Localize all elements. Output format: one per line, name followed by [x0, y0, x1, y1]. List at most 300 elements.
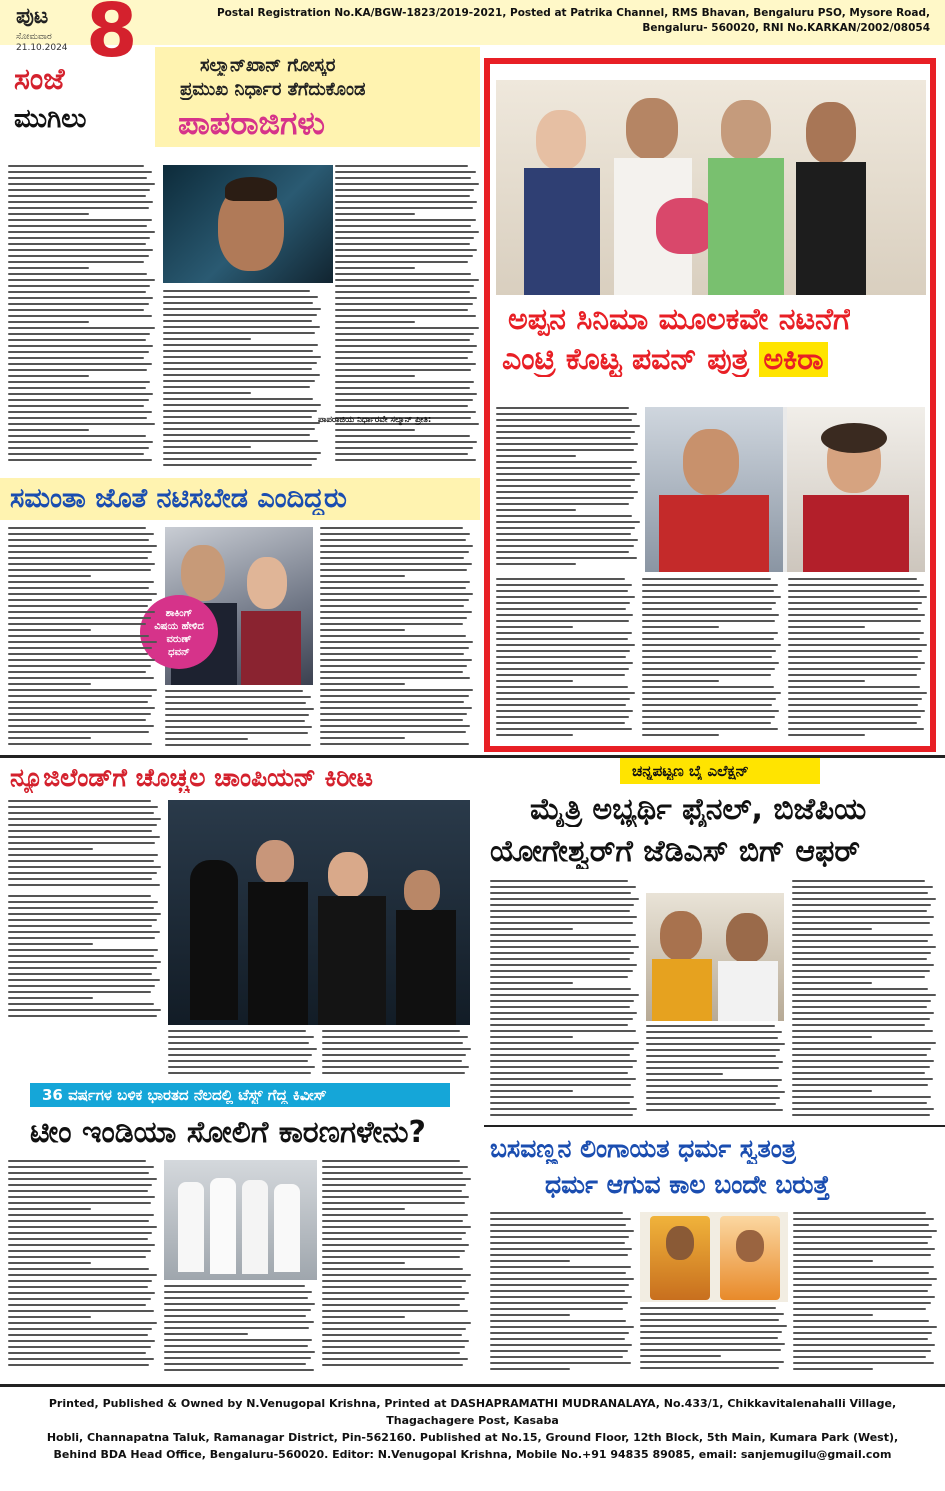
samantha-badge-line-1: ಶಾಕಿಂಗ್: [165, 608, 193, 619]
text-line: [490, 886, 636, 888]
text-line: [8, 165, 144, 167]
text-line: [788, 722, 917, 724]
text-line: [8, 818, 161, 820]
text-line: [320, 743, 469, 745]
text-line: [8, 261, 144, 263]
text-line: [496, 527, 635, 529]
text-line: [8, 1190, 148, 1192]
text-line: [490, 958, 630, 960]
text-line: [8, 593, 157, 595]
text-line: [496, 710, 633, 712]
text-line: [788, 698, 922, 700]
text-line: [788, 632, 924, 634]
bypoll-headline-1: ಮೈತ್ರಿ ಅಭ್ಯರ್ಥಿ ಫೈನಲ್, ಬಿಜೆಪಿಯ: [530, 792, 867, 827]
text-line: [490, 946, 639, 948]
text-line: [793, 1248, 935, 1250]
text-line: [640, 1361, 784, 1363]
akira-col-4: [788, 578, 928, 743]
text-line: [8, 599, 152, 601]
text-line: [8, 387, 146, 389]
footer-divider: [0, 1384, 945, 1387]
text-line: [164, 1333, 248, 1335]
text-line: [792, 964, 934, 966]
text-line: [646, 1043, 785, 1045]
text-line: [335, 387, 470, 389]
text-line: [640, 1331, 782, 1333]
text-line: [490, 988, 631, 990]
text-line: [320, 647, 469, 649]
text-line: [8, 249, 153, 251]
text-line: [788, 656, 918, 658]
text-line: [642, 680, 719, 682]
text-line: [496, 443, 638, 445]
text-line: [163, 368, 312, 370]
text-line: [335, 165, 468, 167]
text-line: [320, 635, 466, 637]
text-line: [8, 171, 152, 173]
text-line: [490, 1036, 573, 1038]
text-line: [322, 1304, 460, 1306]
text-line: [322, 1196, 469, 1198]
text-line: [335, 207, 473, 209]
text-line: [792, 934, 933, 936]
text-line: [646, 1067, 779, 1069]
text-line: [490, 1368, 570, 1370]
text-line: [8, 237, 150, 239]
text-line: [335, 399, 473, 401]
text-line: [496, 614, 633, 616]
text-line: [8, 1268, 149, 1270]
text-line: [793, 1332, 932, 1334]
text-line: [490, 1260, 570, 1262]
basavanna-photo: [640, 1212, 788, 1302]
text-line: [8, 1316, 91, 1318]
text-line: [322, 1262, 405, 1264]
text-line: [8, 743, 152, 745]
text-line: [322, 1172, 463, 1174]
text-line: [642, 692, 781, 694]
text-line: [8, 1250, 151, 1252]
text-line: [322, 1030, 460, 1032]
text-line: [490, 1096, 634, 1098]
text-line: [8, 1340, 155, 1342]
text-line: [8, 435, 146, 437]
text-line: [335, 363, 476, 365]
text-line: [163, 308, 321, 310]
samantha-headline-red: ಸಮಂತಾ: [10, 483, 86, 514]
text-line: [490, 952, 634, 954]
text-line: [163, 296, 318, 298]
text-line: [164, 1357, 311, 1359]
text-line: [320, 659, 472, 661]
text-line: [646, 1079, 782, 1081]
footer-line-1: Printed, Published & Owned by N.Venugopal Krishna, Printed at DASHAPRAMATHI MUDRANALAYA, No.433/1, Chikkavitalenahalli Village, Thagachagere Post, Kasaba: [48, 1397, 897, 1428]
text-line: [8, 931, 160, 933]
text-line: [8, 177, 147, 179]
text-line: [642, 650, 776, 652]
text-line: [490, 1272, 626, 1274]
text-line: [164, 1315, 306, 1317]
text-line: [322, 1340, 469, 1342]
text-line: [642, 578, 771, 580]
text-line: [8, 907, 154, 909]
text-line: [490, 1018, 633, 1020]
text-line: [792, 922, 930, 924]
text-line: [322, 1244, 469, 1246]
text-line: [642, 728, 778, 730]
text-line: [793, 1284, 932, 1286]
text-line: [792, 898, 936, 900]
text-line: [8, 417, 147, 419]
text-line: [793, 1290, 928, 1292]
text-line: [320, 641, 473, 643]
text-line: [322, 1334, 462, 1336]
text-line: [788, 734, 865, 736]
text-line: [490, 1224, 626, 1226]
text-line: [793, 1308, 926, 1310]
text-line: [490, 1314, 570, 1316]
basavanna-col-3: [793, 1212, 938, 1377]
text-line: [792, 1102, 927, 1104]
text-line: [490, 928, 573, 930]
text-line: [490, 1338, 625, 1340]
text-line: [8, 1352, 146, 1354]
text-line: [335, 285, 474, 287]
text-line: [793, 1302, 931, 1304]
samantha-headline-rest: ಜೊತೆ ನಟಿಸಬೇಡ ಎಂದಿದ್ದರು: [85, 483, 347, 514]
nz-col-1: [8, 895, 163, 1025]
text-line: [335, 405, 468, 407]
text-line: [496, 620, 629, 622]
akira-headline-1: ಅಪ್ಪನ ಸಿನಿಮಾ ಮೂಲಕವೇ ನಟನೆಗೆ: [508, 302, 851, 337]
text-line: [165, 702, 306, 704]
text-line: [335, 273, 471, 275]
text-line: [8, 303, 149, 305]
text-line: [642, 632, 778, 634]
text-line: [496, 668, 629, 670]
text-line: [8, 1364, 149, 1366]
text-line: [164, 1303, 315, 1305]
text-line: [496, 728, 632, 730]
akira-headline-2-text: ಎಂಟ್ರಿ ಕೊಟ್ಟ ಪವನ್ ಪುತ್ರ: [502, 342, 749, 377]
text-line: [490, 922, 633, 924]
text-line: [8, 1244, 155, 1246]
text-line: [163, 290, 310, 292]
text-line: [496, 656, 626, 658]
salman-col-2: [163, 290, 323, 470]
text-line: [496, 686, 628, 688]
footer-line-2: Hobli, Channapatna Taluk, Ramanagar District, Pin-562160. Published at No.15, Ground Floor, 12th Block, 5th Main, Kumara Park (West),: [46, 1431, 899, 1445]
text-line: [322, 1316, 405, 1318]
text-line: [8, 925, 152, 927]
text-line: [496, 521, 640, 523]
text-line: [490, 1108, 637, 1110]
text-line: [163, 356, 321, 358]
text-line: [165, 714, 309, 716]
text-line: [496, 473, 640, 475]
text-line: [490, 892, 631, 894]
text-line: [8, 623, 146, 625]
text-line: [8, 363, 152, 365]
text-line: [8, 719, 146, 721]
text-line: [335, 453, 468, 455]
text-line: [642, 602, 776, 604]
text-line: [335, 327, 479, 329]
text-line: [646, 1025, 775, 1027]
text-line: [335, 303, 473, 305]
text-line: [8, 423, 155, 425]
text-line: [788, 614, 925, 616]
text-line: [320, 653, 464, 655]
text-line: [496, 467, 632, 469]
text-line: [335, 291, 470, 293]
text-line: [490, 1114, 633, 1116]
text-line: [8, 1226, 157, 1228]
akira-top-photo: [496, 80, 926, 295]
text-line: [322, 1268, 463, 1270]
text-line: [792, 1030, 933, 1032]
text-line: [163, 320, 312, 322]
text-line: [8, 231, 155, 233]
text-line: [322, 1048, 471, 1050]
text-line: [8, 991, 151, 993]
text-line: [163, 410, 317, 412]
text-line: [642, 584, 778, 586]
text-line: [490, 940, 631, 942]
text-line: [320, 731, 466, 733]
text-line: [646, 1097, 780, 1099]
text-line: [322, 1292, 469, 1294]
text-line: [490, 1248, 632, 1250]
text-line: [490, 1066, 633, 1068]
text-line: [8, 806, 158, 808]
text-line: [646, 1085, 778, 1087]
page-weekday: ಸೋಮವಾರ: [16, 32, 52, 42]
text-line: [8, 854, 158, 856]
text-line: [322, 1208, 405, 1210]
text-line: [793, 1266, 934, 1268]
text-line: [322, 1298, 465, 1300]
text-line: [168, 1066, 315, 1068]
text-line: [496, 545, 634, 547]
text-line: [490, 916, 637, 918]
text-line: [642, 614, 779, 616]
text-line: [792, 892, 928, 894]
text-line: [320, 611, 472, 613]
text-line: [8, 351, 149, 353]
text-line: [496, 503, 629, 505]
text-line: [163, 362, 317, 364]
text-line: [646, 1061, 783, 1063]
text-line: [490, 1362, 631, 1364]
text-line: [322, 1352, 460, 1354]
text-line: [8, 195, 146, 197]
text-line: [788, 626, 865, 628]
india-col-2b: [164, 1285, 317, 1375]
text-line: [164, 1339, 312, 1341]
text-line: [8, 273, 147, 275]
text-line: [335, 219, 476, 221]
text-line: [496, 461, 637, 463]
text-line: [8, 569, 151, 571]
text-line: [165, 732, 308, 734]
text-line: [646, 1037, 778, 1039]
india-banner-text: 36 ವರ್ಷಗಳ ಬಳಿಕ ಭಾರತದ ನೆಲದಲ್ಲಿ ಟೆಸ್ಟ್ ಗೆದ್ದ ಕಿವೀಸ್: [42, 1086, 327, 1104]
text-line: [320, 593, 473, 595]
text-line: [490, 1078, 636, 1080]
text-line: [165, 720, 305, 722]
text-line: [320, 671, 463, 673]
text-line: [490, 1254, 628, 1256]
text-line: [792, 1048, 931, 1050]
text-line: [320, 557, 464, 559]
text-line: [163, 464, 312, 466]
brand-mugilu: ಮುಗಿಲು: [14, 104, 87, 134]
bypoll-tag-text: ಚನ್ನಪಟ್ಟಣ ಬೈ ಎಲೆಕ್ಷನ್: [632, 762, 749, 780]
text-line: [320, 551, 469, 553]
samantha-headline: [10, 483, 347, 515]
text-line: [322, 1214, 468, 1216]
text-line: [496, 638, 628, 640]
text-line: [8, 1214, 154, 1216]
text-line: [163, 398, 313, 400]
text-line: [490, 1054, 630, 1056]
text-line: [8, 581, 154, 583]
text-line: [490, 976, 628, 978]
text-line: [165, 708, 314, 710]
text-line: [163, 326, 320, 328]
text-line: [793, 1224, 929, 1226]
text-line: [8, 1238, 148, 1240]
text-line: [490, 1320, 626, 1322]
basavanna-headline-1: ಬಸವಣ್ಣನ ಲಿಂಗಾಯತ ಧರ್ಮ ಸ್ವತಂತ್ರ: [490, 1134, 797, 1163]
text-line: [320, 539, 466, 541]
text-line: [496, 590, 628, 592]
salman-photo: [163, 165, 333, 283]
text-line: [8, 339, 146, 341]
salman-kicker-1: ಸಲ್ಮಾನ್‌ಖಾನ್ ಗೋಸ್ಕರ: [200, 55, 336, 76]
text-line: [335, 375, 415, 377]
text-line: [490, 1236, 629, 1238]
text-line: [320, 701, 464, 703]
text-line: [335, 249, 477, 251]
text-line: [792, 1066, 930, 1068]
text-line: [496, 485, 631, 487]
text-line: [8, 327, 155, 329]
text-line: [792, 1036, 872, 1038]
text-line: [163, 404, 321, 406]
text-line: [640, 1325, 787, 1327]
text-line: [8, 901, 158, 903]
text-line: [490, 970, 633, 972]
text-line: [490, 994, 639, 996]
text-line: [8, 605, 148, 607]
text-line: [320, 713, 467, 715]
text-line: [792, 970, 930, 972]
text-line: [335, 267, 415, 269]
text-line: [793, 1278, 937, 1280]
text-line: [490, 910, 630, 912]
text-line: [164, 1291, 312, 1293]
text-line: [788, 674, 917, 676]
text-line: [793, 1242, 928, 1244]
text-line: [163, 422, 320, 424]
text-line: [168, 1042, 309, 1044]
text-line: [168, 1072, 311, 1074]
text-line: [496, 425, 640, 427]
text-line: [642, 704, 772, 706]
text-line: [320, 665, 467, 667]
text-line: [163, 392, 251, 394]
text-line: [335, 261, 468, 263]
text-line: [320, 569, 467, 571]
text-line: [490, 1024, 628, 1026]
text-line: [793, 1320, 929, 1322]
text-line: [8, 961, 161, 963]
text-line: [646, 1055, 776, 1057]
text-line: [8, 1328, 152, 1330]
text-line: [642, 608, 772, 610]
page-date: 21.10.2024: [16, 43, 68, 53]
text-line: [792, 886, 933, 888]
text-line: [8, 701, 148, 703]
text-line: [490, 1060, 637, 1062]
india-col-1: [8, 1160, 158, 1375]
text-line: [335, 279, 479, 281]
text-line: [335, 459, 476, 461]
text-line: [788, 692, 927, 694]
text-line: [642, 668, 775, 670]
text-line: [163, 458, 317, 460]
text-line: [322, 1054, 466, 1056]
page-label-puta: ಪುಟ: [16, 4, 49, 29]
text-line: [8, 725, 154, 727]
text-line: [8, 219, 152, 221]
text-line: [163, 428, 315, 430]
text-line: [322, 1232, 466, 1234]
text-line: [8, 551, 152, 553]
text-line: [8, 375, 89, 377]
text-line: [792, 946, 936, 948]
text-line: [335, 243, 470, 245]
text-line: [335, 357, 468, 359]
text-line: [8, 1220, 149, 1222]
text-line: [8, 943, 93, 945]
akira-headline-2: [502, 342, 828, 377]
text-line: [788, 668, 921, 670]
india-headline: ಟೀಂ ಇಂಡಿಯಾ ಸೋಲಿಗೆ ಕಾರಣಗಳೇನು?: [30, 1115, 426, 1150]
text-line: [490, 1006, 630, 1008]
text-line: [793, 1260, 873, 1262]
text-line: [322, 1178, 471, 1180]
basavanna-col-2: [640, 1307, 788, 1377]
text-line: [496, 698, 630, 700]
text-line: [490, 964, 637, 966]
text-line: [320, 719, 463, 721]
text-line: [163, 446, 251, 448]
text-line: [496, 578, 625, 580]
text-line: [320, 605, 464, 607]
nz-col-3: [322, 1030, 472, 1080]
text-line: [490, 1242, 625, 1244]
india-photo: [164, 1160, 317, 1280]
text-line: [8, 872, 157, 874]
text-line: [335, 297, 477, 299]
text-line: [8, 1178, 157, 1180]
samantha-col-1: [8, 527, 158, 752]
text-line: [788, 716, 921, 718]
akira-portrait-photo: [645, 407, 925, 572]
